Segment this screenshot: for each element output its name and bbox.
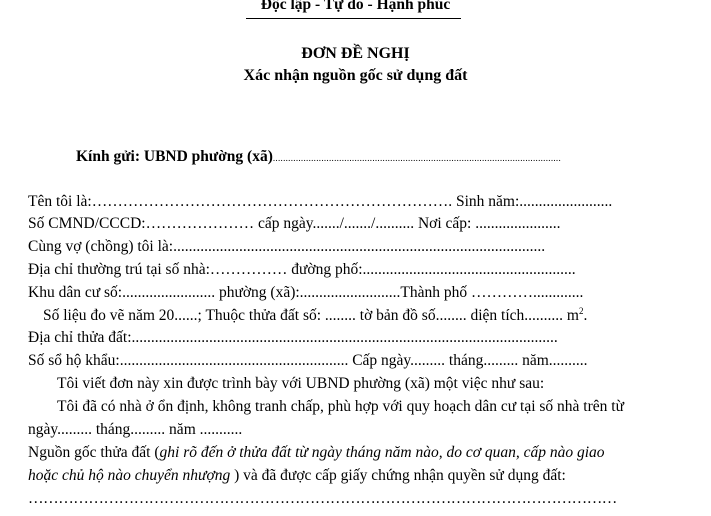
parcel-address-line: Địa chỉ thửa đất:.............................................................................................................. [28,329,558,346]
document-subtitle: Xác nhận nguồn gốc sử dụng đất [243,67,468,84]
address-line: Địa chỉ thường trú tại số nhà:…………… đường phố:....................................................... [28,261,576,278]
origin-italic-2: hoặc chủ hộ nào chuyển nhượng [28,467,231,484]
house-line-2: ngày......... tháng......... năm ........... [28,421,243,438]
id-line: Số CMND/CCCD:………………… cấp ngày......./......./.......... Nơi cấp: ...................... [28,215,561,232]
last-dots-line: ……………………………………………………………………………………………………… [28,490,617,507]
origin-prefix: Nguồn gốc thửa đất ( [28,444,160,461]
origin-italic-1: ghi rõ đến ở thửa đất từ ngày tháng năm nào, do cơ quan, cấp nào giao [159,444,605,461]
document-title: ĐƠN ĐỀ NGHỊ [301,45,410,62]
origin-suffix: ) và đã được cấp giấy chứng nhận quyền sử dụng đất: [230,467,566,484]
survey-line: Số liệu đo vẽ năm 20......; Thuộc thửa đất số: ........ tờ bản đồ số........ diện tích.......... $m^2$. [43,305,588,324]
house-line-1: Tôi đã có nhà ở ổn định, không tranh chấp, phù hợp với quy hoạch dân cư tại số nhà trên từ [57,398,624,415]
area-line: Khu dân cư số:........................ phường (xã):..........................Thành phố …………............. [28,284,584,301]
spouse-line: Cùng vợ (chồng) tôi là:................................................................................................ [28,238,546,255]
motto: Độc lập - Tự do - Hạnh phúc [260,0,451,13]
area-unit-superscript: 2 [578,305,584,316]
survey-text: Số liệu đo vẽ năm 20......; Thuộc thửa đất số: ........ tờ bản đồ số........ diện tích.......... m [43,307,579,324]
addressee-dots: ................................................................................................................. [272,153,562,163]
addressee-line [76,148,561,167]
origin-line-2 [28,467,566,485]
motto-underline [246,18,461,19]
name-line: Tên tôi là:……………………………………………………………. Sinh năm:........................ [28,193,613,210]
household-line: Số sổ hộ khẩu:........................................................... Cấp ngày......... tháng......... năm.......... [28,352,588,369]
addressee-prefix: Kính gửi: UBND phường (xã) [76,148,273,165]
origin-line-1 [28,444,605,462]
request-line: Tôi viết đơn này xin được trình bày với UBND phường (xã) một việc như sau: [57,375,545,392]
